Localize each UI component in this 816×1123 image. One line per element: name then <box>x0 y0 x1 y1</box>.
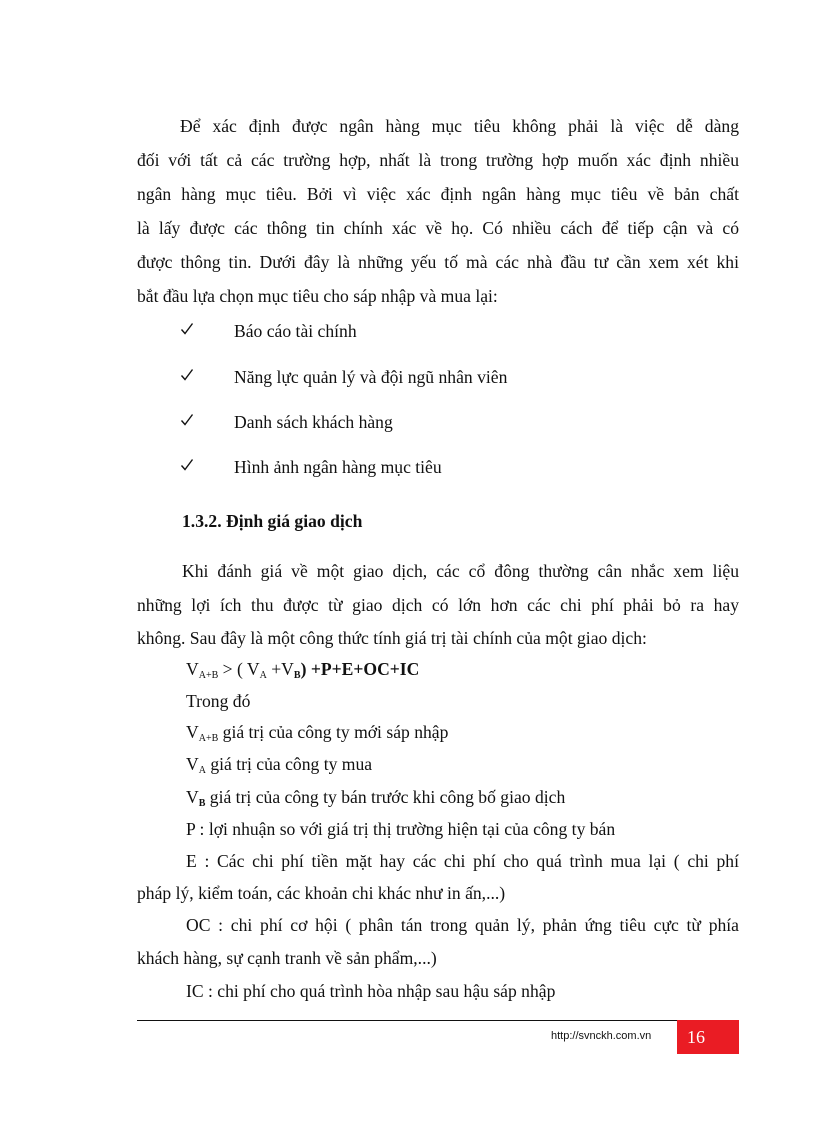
page-number-badge: 16 <box>677 1020 739 1054</box>
paragraph-1-line-3: ngân hàng mục tiêu. Bởi vì việc xác định ngân hàng mục tiêu về bản chất <box>137 184 739 204</box>
definition-vb: $V_B$ giá trị của công ty bán trước khi công bố giao dịch <box>186 787 566 809</box>
formula: $V_{A+B}$ > ( $V_A +V_B) +P+E+OC+IC$ <box>186 659 420 681</box>
paragraph-1-line-5: được thông tin. Dưới đây là những yếu tố mà các nhà đầu tư cần xem xét khi <box>137 252 739 272</box>
checkmark-icon <box>180 322 194 336</box>
bullet-text: Danh sách khách hàng <box>234 412 393 432</box>
paragraph-2-line-3: không. Sau đây là một công thức tính giá trị tài chính của một giao dịch: <box>137 628 647 648</box>
definition-p: P : lợi nhuận so với giá trị thị trường hiện tại của công ty bán <box>186 819 616 839</box>
bullet-text: Hình ảnh ngân hàng mục tiêu <box>234 457 442 477</box>
definition-oc-line-1: OC : chi phí cơ hội ( phân tán trong quản lý, phản ứng tiêu cực từ phía <box>186 915 739 935</box>
bullet-text: Năng lực quản lý và đội ngũ nhân viên <box>234 367 508 387</box>
checkmark-icon <box>180 368 194 382</box>
trong-do-label: Trong đó <box>186 691 251 711</box>
checkmark-icon <box>180 458 194 472</box>
definition-oc-line-2: khách hàng, sự cạnh tranh về sản phẩm,...) <box>137 948 437 968</box>
definition-va: $V_A$ giá trị của công ty mua <box>186 754 373 776</box>
definition-e-line-2: pháp lý, kiểm toán, các khoản chi khác như in ấn,...) <box>137 883 506 903</box>
footer-url[interactable]: http://svnckh.com.vn <box>551 1030 652 1042</box>
paragraph-1-line-1: Để xác định được ngân hàng mục tiêu không phải là việc dễ dàng <box>180 116 739 136</box>
checkmark-icon <box>180 413 194 427</box>
paragraph-1-line-2: đối với tất cả các trường hợp, nhất là trong trường hợp muốn xác định nhiều <box>137 150 739 170</box>
paragraph-1-line-4: là lấy được các thông tin chính xác về họ. Có nhiều cách để tiếp cận và có <box>137 218 739 238</box>
section-heading: 1.3.2. Định giá giao dịch <box>182 511 363 531</box>
footer-divider <box>137 1020 687 1021</box>
paragraph-2-line-1: Khi đánh giá về một giao dịch, các cổ đông thường cân nhắc xem liệu <box>182 561 739 581</box>
paragraph-2-line-2: những lợi ích thu được từ giao dịch có lớn hơn các chi phí phải bỏ ra hay <box>137 595 739 615</box>
definition-vab: $V_{A+B}$ giá trị của công ty mới sáp nhập <box>186 722 449 744</box>
definition-e-line-1: E : Các chi phí tiền mặt hay các chi phí cho quá trình mua lại ( chi phí <box>186 851 739 871</box>
definition-ic: IC : chi phí cho quá trình hòa nhập sau hậu sáp nhập <box>186 981 556 1001</box>
bullet-text: Báo cáo tài chính <box>234 321 357 341</box>
paragraph-1-line-6: bắt đầu lựa chọn mục tiêu cho sáp nhập và mua lại: <box>137 286 498 306</box>
